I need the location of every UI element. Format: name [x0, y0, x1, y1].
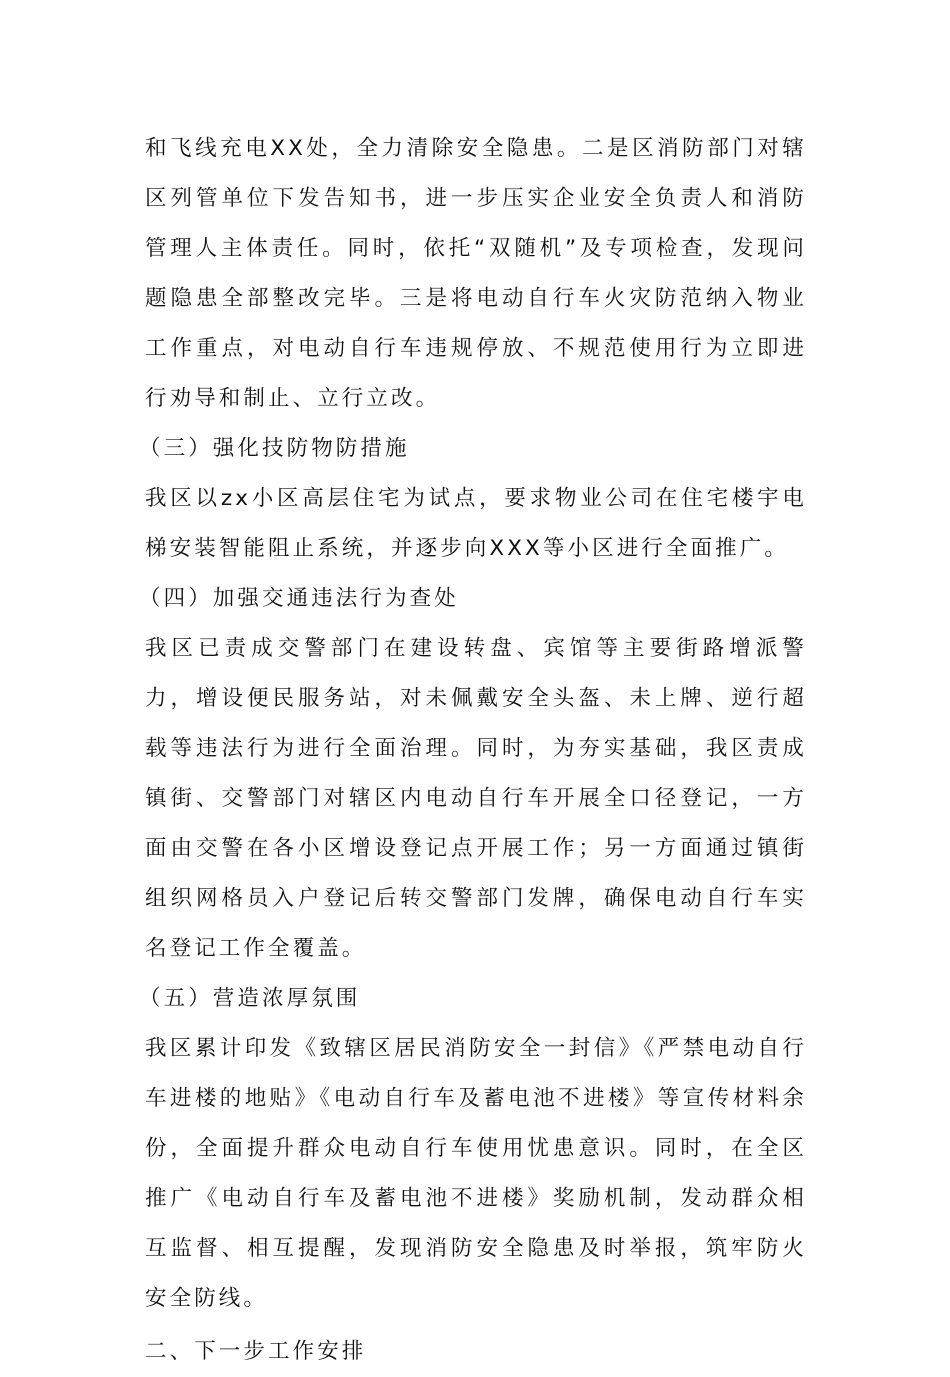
section-heading-2: 二、下一步工作安排 [145, 1339, 367, 1364]
paragraph-3: 我区以zx小区高层住宅为试点，要求物业公司在住宅楼宇电梯安装智能阻止系统，并逐步向XXX等小区进行全面推广。 [145, 486, 807, 561]
paragraph-5: 我区累计印发《致辖区居民消防安全一封信》《严禁电动自行车进楼的地贴》《电动自行车及蓄电池不进楼》等宣传材料余份，全面提升群众电动自行车使用忧患意识。同时，在全区推广《电动自行车及蓄电池不进楼》奖励机制，发动群众相互监督、相互提醒，发现消防安全隐患及时举报，筑牢防火安全防线。 [145, 1036, 807, 1311]
paragraph-continuation: 和飞线充电XX处，全力清除安全隐患。二是区消防部门对辖区列管单位下发告知书，进一步压实企业安全负责人和消防管理人主体责任。同时，依托“双随机”及专项检查，发现问题隐患全部整改完毕。三是将电动自行车火灾防范纳入物业工作重点，对电动自行车违规停放、不规范使用行为立即进行劝导和制止、立行立改。 [145, 136, 807, 411]
heading-4: （四）加强交通违法行为查处 [139, 586, 459, 611]
document-page [139, 124, 807, 1377]
heading-3: （三）强化技防物防措施 [139, 436, 410, 461]
heading-5: （五）营造浓厚氛围 [139, 986, 361, 1011]
paragraph-4: 我区已责成交警部门在建设转盘、宾馆等主要街路增派警力，增设便民服务站，对未佩戴安全头盔、未上牌、逆行超载等违法行为进行全面治理。同时，为夯实基础，我区责成镇街、交警部门对辖区内电动自行车开展全口径登记，一方面由交警在各小区增设登记点开展工作；另一方面通过镇街组织网格员入户登记后转交警部门发牌，确保电动自行车实名登记工作全覆盖。 [145, 636, 807, 961]
